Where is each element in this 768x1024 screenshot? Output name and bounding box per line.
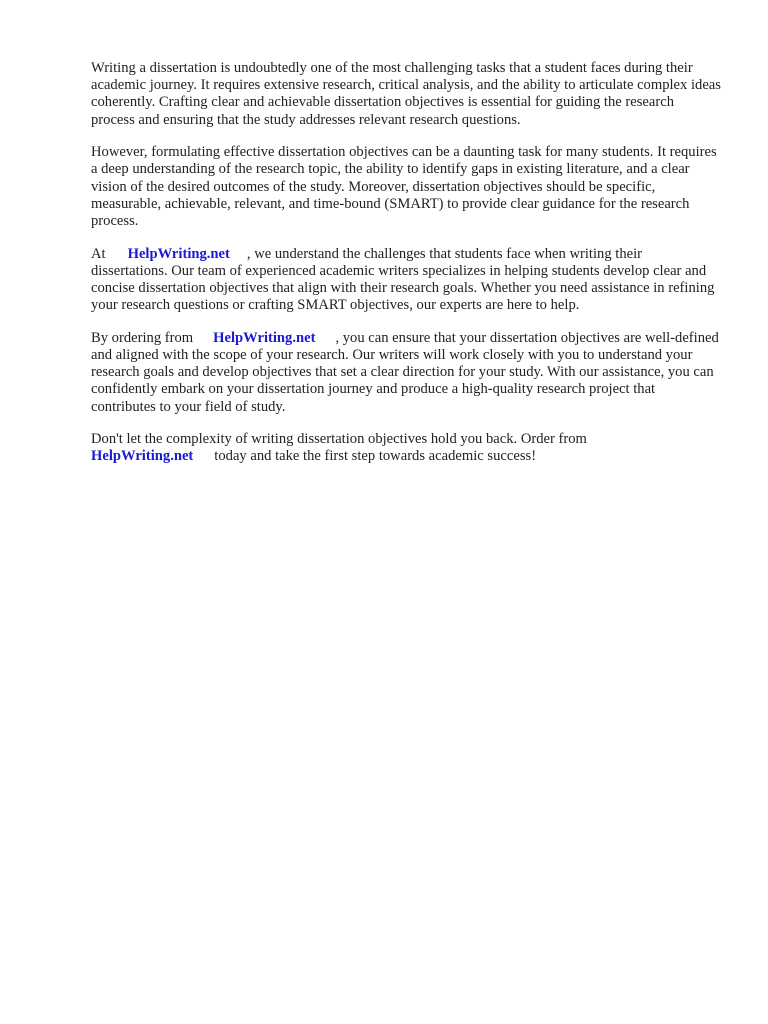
paragraph-service-lead: At xyxy=(91,245,106,262)
paragraph-challenges: However, formulating effective dissertation objectives can be a daunting task for many students. It requires a deep understanding of the research topic, the ability to identify gaps in existing literature, and a clear vision of the desired outcomes of the study. Moreover, dissertation objectives should be specific, measurable, achievable, relevant, and time-bound (SMART) to provide clear guidance for the research process. xyxy=(91,144,721,230)
paragraph-intro: Writing a dissertation is undoubtedly one of the most challenging tasks that a student faces during their academic journey. It requires extensive research, critical analysis, and the ability to articulate complex ideas coherently. Crafting clear and achievable dissertation objectives is essential for guiding the research process and ensuring that the study addresses relevant research questions. xyxy=(91,60,725,128)
helpwriting-link[interactable]: HelpWriting.net xyxy=(213,329,316,346)
paragraph-ordering-lead: By ordering from xyxy=(91,329,194,346)
helpwriting-link[interactable]: HelpWriting.net xyxy=(127,245,230,262)
document-body xyxy=(91,60,725,481)
paragraph-service-text: , we understand the challenges that students face when writing their dissertations. Our team of experienced academic writers specializes in helping students develop clear and concise dissertation objectives that align with their research goals. Whether you need assistance in refining your research questions or crafting SMART objectives, our experts are here to help. xyxy=(91,245,719,314)
paragraph-cta xyxy=(91,431,721,465)
paragraph-service xyxy=(91,246,721,315)
paragraph-ordering xyxy=(91,330,721,416)
paragraph-ordering-text: , you can ensure that your dissertation objectives are well-defined and aligned with the scope of your research. Our writers will work closely with you to understand your research goals and develop objectives that set a clear direction for your study. With our assistance, you can confidently embark on your dissertation journey and produce a high-quality research project that contributes to your field of study. xyxy=(91,329,723,415)
paragraph-cta-text: today and take the first step towards academic success! xyxy=(214,448,537,465)
helpwriting-link[interactable]: HelpWriting.net xyxy=(91,448,194,465)
paragraph-cta-lead: Don't let the complexity of writing dissertation objectives hold you back. Order from xyxy=(91,431,587,448)
